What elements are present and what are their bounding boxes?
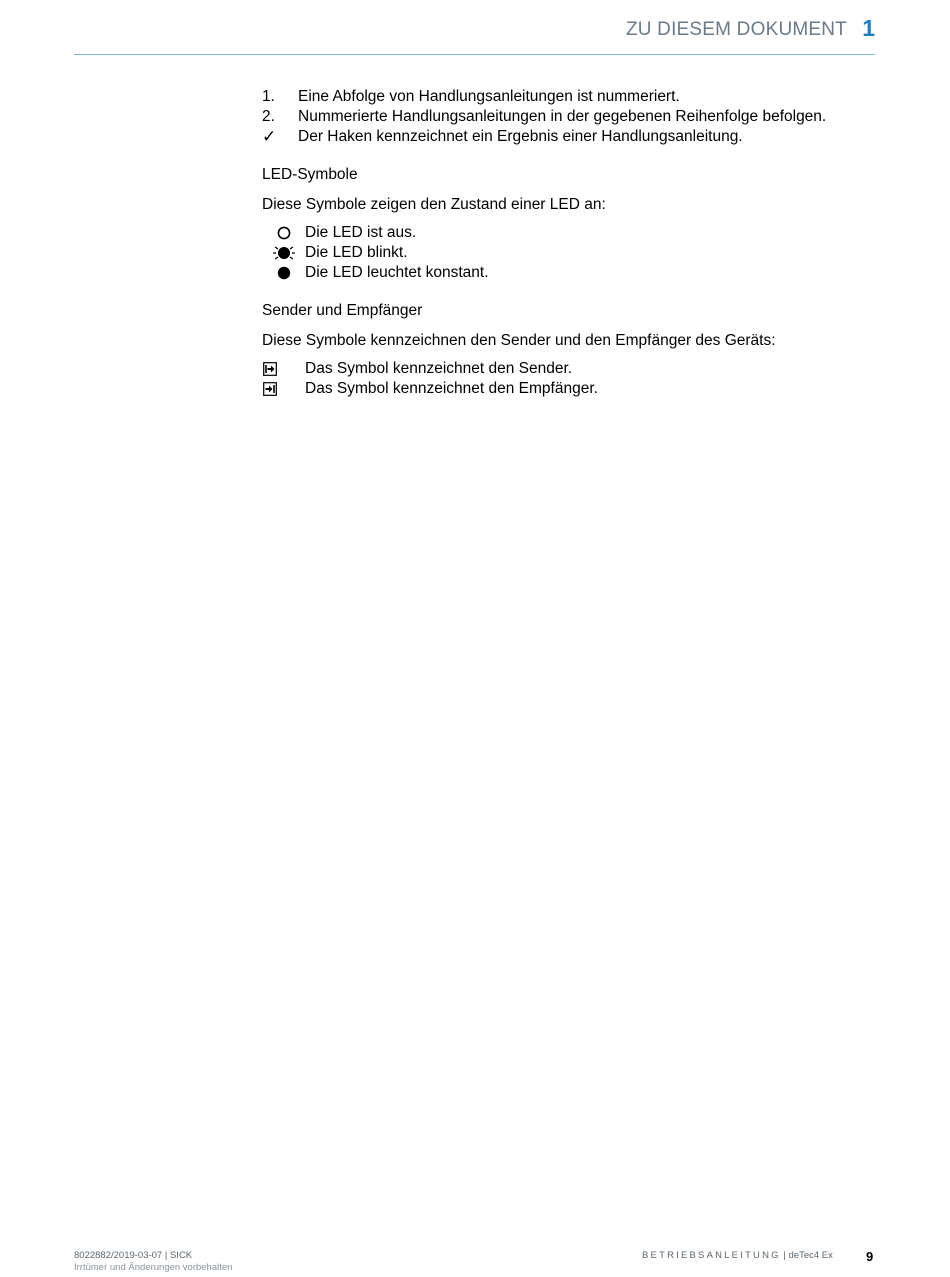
led-item-text: Die LED ist aus. bbox=[305, 224, 417, 241]
section-intro-sender: Diese Symbole kennzeichnen den Sender und den Empfänger des Geräts: bbox=[262, 332, 776, 349]
sender-item-text: Das Symbol kennzeichnet den Sender. bbox=[305, 360, 573, 377]
step-number: 2. bbox=[262, 108, 275, 125]
step-text: Eine Abfolge von Handlungsanleitungen ist nummeriert. bbox=[298, 88, 680, 105]
chapter-title: ZU DIESEM DOKUMENT bbox=[625, 19, 847, 40]
led-blinking-icon bbox=[272, 244, 296, 262]
list-item bbox=[262, 223, 862, 243]
list-item bbox=[262, 263, 862, 283]
led-off-icon bbox=[277, 226, 291, 240]
main-content bbox=[262, 87, 862, 399]
led-item-text: Die LED blinkt. bbox=[305, 244, 408, 261]
document-id: 8022882/2019-03-07 | SICK bbox=[74, 1250, 193, 1261]
step-list bbox=[262, 87, 862, 147]
footer-right bbox=[642, 1250, 833, 1261]
footer-left bbox=[74, 1250, 232, 1274]
section-intro-led: Diese Symbole zeigen den Zustand einer LED an: bbox=[262, 196, 606, 213]
list-item bbox=[262, 359, 862, 379]
checkmark-icon: ✓ bbox=[262, 127, 277, 146]
list-item bbox=[262, 243, 862, 263]
led-on-icon bbox=[277, 266, 291, 280]
step-text: Nummerierte Handlungsanleitungen in der gegebenen Reihenfolge befolgen. bbox=[298, 108, 827, 125]
section-heading-sender: Sender und Empfänger bbox=[262, 302, 423, 319]
list-item bbox=[262, 87, 862, 107]
step-number: 1. bbox=[262, 88, 275, 105]
led-symbol-list bbox=[262, 223, 862, 283]
page-header bbox=[74, 0, 875, 55]
step-text: Der Haken kennzeichnet ein Ergebnis einer Handlungsanleitung. bbox=[298, 128, 743, 145]
sender-symbol-list bbox=[262, 359, 862, 399]
disclaimer: Irrtümer und Änderungen vorbehalten bbox=[74, 1262, 233, 1273]
receiver-icon bbox=[263, 382, 277, 396]
list-item bbox=[262, 127, 862, 147]
product-name: deTec4 Ex bbox=[788, 1250, 833, 1261]
receiver-item-text: Das Symbol kennzeichnet den Empfänger. bbox=[305, 380, 598, 397]
section-heading-led: LED-Symbole bbox=[262, 166, 358, 183]
page-number: 9 bbox=[866, 1249, 874, 1264]
list-item bbox=[262, 379, 862, 399]
manual-label: BETRIEBSANLEITUNG bbox=[642, 1250, 781, 1261]
sender-icon bbox=[263, 362, 277, 376]
chapter-number: 1 bbox=[862, 15, 875, 41]
list-item bbox=[262, 107, 862, 127]
footer-separator: | bbox=[780, 1250, 789, 1261]
led-item-text: Die LED leuchtet konstant. bbox=[305, 264, 489, 281]
